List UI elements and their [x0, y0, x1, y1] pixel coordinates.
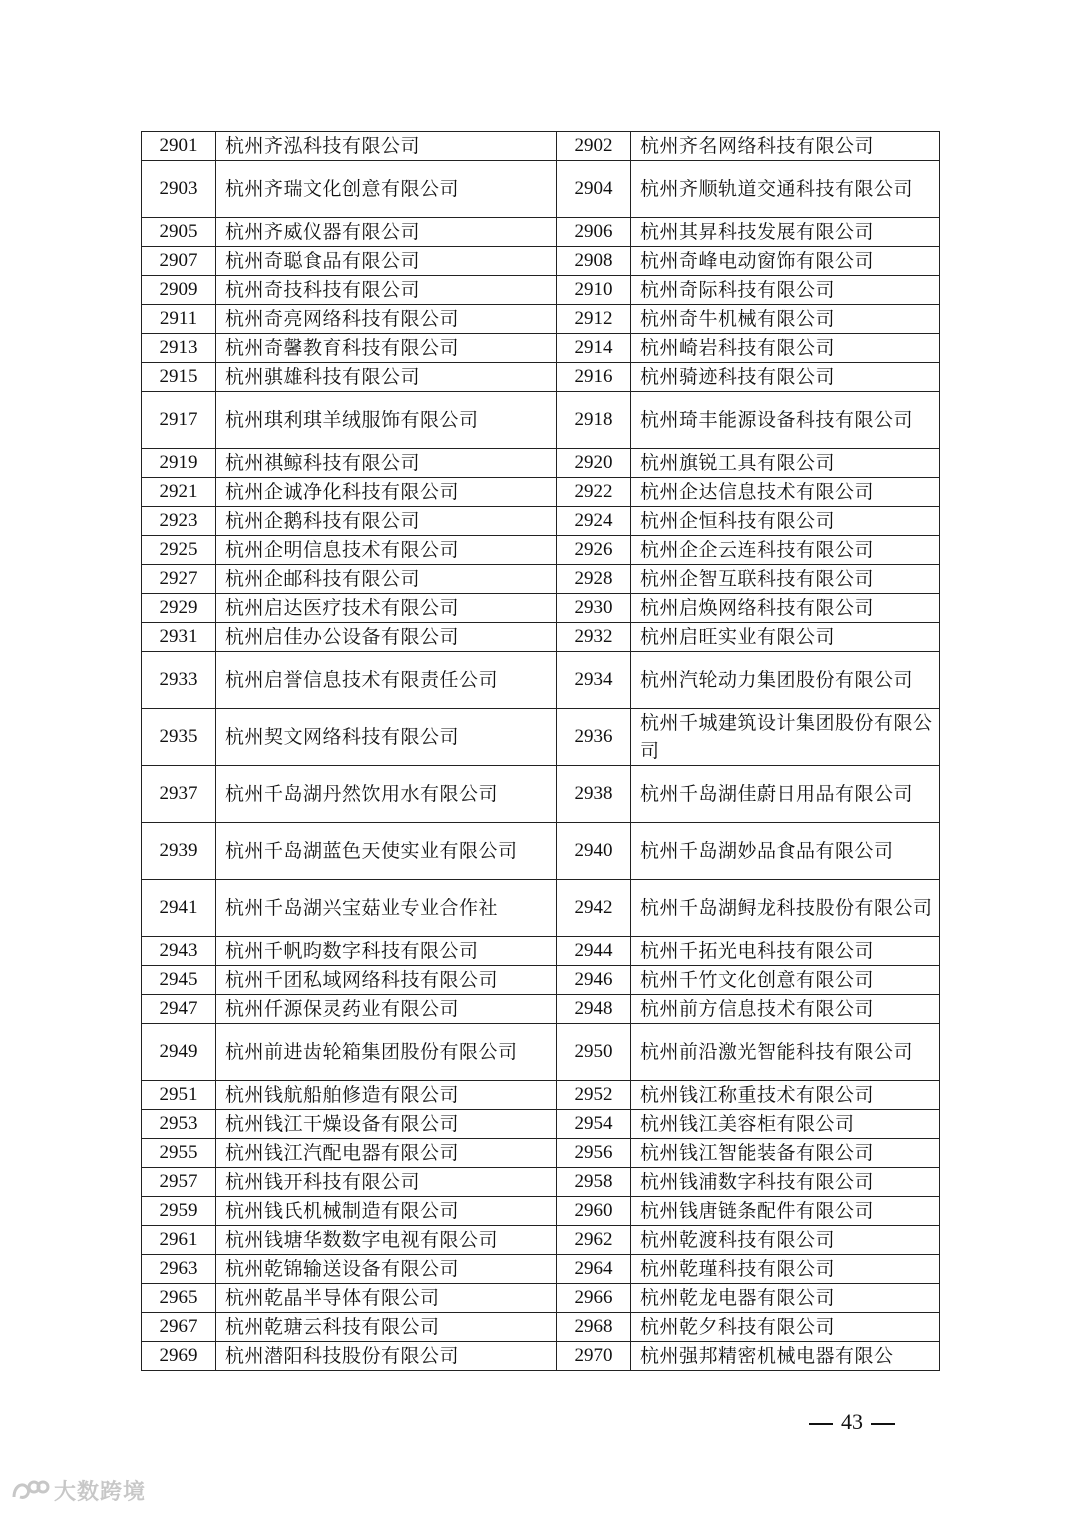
entry-number: 2915 — [142, 363, 216, 392]
entry-number: 2952 — [557, 1081, 631, 1110]
entry-number: 2919 — [142, 449, 216, 478]
company-name: 杭州乾锦输送设备有限公司 — [216, 1255, 557, 1284]
company-name: 杭州齐名网络科技有限公司 — [631, 132, 940, 161]
entry-number: 2929 — [142, 594, 216, 623]
entry-number: 2941 — [142, 880, 216, 937]
entry-number: 2912 — [557, 305, 631, 334]
entry-number: 2959 — [142, 1197, 216, 1226]
entry-number: 2950 — [557, 1024, 631, 1081]
entry-number: 2955 — [142, 1139, 216, 1168]
table-row — [142, 536, 940, 565]
company-name: 杭州千岛湖丹然饮用水有限公司 — [216, 766, 557, 823]
entry-number: 2939 — [142, 823, 216, 880]
entry-number: 2918 — [557, 392, 631, 449]
table-row — [142, 392, 940, 449]
entry-number: 2970 — [557, 1342, 631, 1371]
table-row — [142, 966, 940, 995]
company-name: 杭州千城建筑设计集团股份有限公司 — [631, 709, 940, 766]
company-name: 杭州潜阳科技股份有限公司 — [216, 1342, 557, 1371]
table-row — [142, 652, 940, 709]
table-row — [142, 1284, 940, 1313]
company-name: 杭州乾瑭云科技有限公司 — [216, 1313, 557, 1342]
company-name: 杭州齐威仪器有限公司 — [216, 218, 557, 247]
entry-number: 2904 — [557, 161, 631, 218]
entry-number: 2921 — [142, 478, 216, 507]
company-name: 杭州启佳办公设备有限公司 — [216, 623, 557, 652]
table-row — [142, 623, 940, 652]
company-name: 杭州企鹅科技有限公司 — [216, 507, 557, 536]
table-row — [142, 218, 940, 247]
entry-number: 2966 — [557, 1284, 631, 1313]
table-row — [142, 565, 940, 594]
table-row — [142, 276, 940, 305]
company-name: 杭州钱江汽配电器有限公司 — [216, 1139, 557, 1168]
entry-number: 2956 — [557, 1139, 631, 1168]
company-name: 杭州千团私域网络科技有限公司 — [216, 966, 557, 995]
table-row — [142, 161, 940, 218]
entry-number: 2909 — [142, 276, 216, 305]
entry-number: 2945 — [142, 966, 216, 995]
company-name: 杭州骑迹科技有限公司 — [631, 363, 940, 392]
entry-number: 2905 — [142, 218, 216, 247]
company-name: 杭州祺鲸科技有限公司 — [216, 449, 557, 478]
entry-number: 2933 — [142, 652, 216, 709]
company-name: 杭州崎岩科技有限公司 — [631, 334, 940, 363]
company-list-table — [141, 131, 940, 1371]
table-row — [142, 132, 940, 161]
page-number-footer — [797, 1405, 907, 1439]
company-name: 杭州契文网络科技有限公司 — [216, 709, 557, 766]
page-number: 43 — [841, 1409, 863, 1434]
entry-number: 2902 — [557, 132, 631, 161]
company-name: 杭州钱江干燥设备有限公司 — [216, 1110, 557, 1139]
table-row — [142, 507, 940, 536]
company-name: 杭州企企云连科技有限公司 — [631, 536, 940, 565]
company-name: 杭州启达医疗技术有限公司 — [216, 594, 557, 623]
company-name: 杭州汽轮动力集团股份有限公司 — [631, 652, 940, 709]
table-row — [142, 1255, 940, 1284]
entry-number: 2923 — [142, 507, 216, 536]
table-row — [142, 1081, 940, 1110]
company-name: 杭州千拓光电科技有限公司 — [631, 937, 940, 966]
company-name: 杭州奇聪食品有限公司 — [216, 247, 557, 276]
entry-number: 2944 — [557, 937, 631, 966]
entry-number: 2965 — [142, 1284, 216, 1313]
table-row — [142, 449, 940, 478]
company-name: 杭州乾渡科技有限公司 — [631, 1226, 940, 1255]
company-name: 杭州千岛湖妙品食品有限公司 — [631, 823, 940, 880]
company-name: 杭州乾龙电器有限公司 — [631, 1284, 940, 1313]
company-name: 杭州企诚净化科技有限公司 — [216, 478, 557, 507]
entry-number: 2930 — [557, 594, 631, 623]
watermark — [10, 1470, 146, 1510]
company-name: 杭州启旺实业有限公司 — [631, 623, 940, 652]
entry-number: 2960 — [557, 1197, 631, 1226]
entry-number: 2936 — [557, 709, 631, 766]
table-row — [142, 766, 940, 823]
entry-number: 2946 — [557, 966, 631, 995]
watermark-logo-icon — [10, 1475, 50, 1505]
company-name: 杭州企明信息技术有限公司 — [216, 536, 557, 565]
entry-number: 2922 — [557, 478, 631, 507]
entry-number: 2958 — [557, 1168, 631, 1197]
table-row — [142, 1168, 940, 1197]
company-name: 杭州乾晶半导体有限公司 — [216, 1284, 557, 1313]
company-name: 杭州奇技科技有限公司 — [216, 276, 557, 305]
entry-number: 2963 — [142, 1255, 216, 1284]
entry-number: 2942 — [557, 880, 631, 937]
table-row — [142, 478, 940, 507]
company-name: 杭州骐雄科技有限公司 — [216, 363, 557, 392]
company-name: 杭州钱塘华数数字电视有限公司 — [216, 1226, 557, 1255]
company-name: 杭州千岛湖鲟龙科技股份有限公司 — [631, 880, 940, 937]
table-row — [142, 995, 940, 1024]
company-name: 杭州钱航船舶修造有限公司 — [216, 1081, 557, 1110]
company-name: 杭州琦丰能源设备科技有限公司 — [631, 392, 940, 449]
table-row — [142, 247, 940, 276]
company-list-body — [142, 132, 940, 1371]
company-name: 杭州启誉信息技术有限责任公司 — [216, 652, 557, 709]
entry-number: 2957 — [142, 1168, 216, 1197]
company-name: 杭州企达信息技术有限公司 — [631, 478, 940, 507]
company-name: 杭州钱浦数字科技有限公司 — [631, 1168, 940, 1197]
company-name: 杭州千竹文化创意有限公司 — [631, 966, 940, 995]
entry-number: 2961 — [142, 1226, 216, 1255]
entry-number: 2954 — [557, 1110, 631, 1139]
table-row — [142, 594, 940, 623]
company-name: 杭州强邦精密机械电器有限公 — [631, 1342, 940, 1371]
company-name: 杭州前沿激光智能科技有限公司 — [631, 1024, 940, 1081]
entry-number: 2935 — [142, 709, 216, 766]
watermark-text: 大数跨境 — [54, 1479, 147, 1505]
company-name: 杭州千帆昀数字科技有限公司 — [216, 937, 557, 966]
company-name: 杭州琪利琪羊绒服饰有限公司 — [216, 392, 557, 449]
entry-number: 2906 — [557, 218, 631, 247]
entry-number: 2951 — [142, 1081, 216, 1110]
company-name: 杭州钱开科技有限公司 — [216, 1168, 557, 1197]
company-name: 杭州企恒科技有限公司 — [631, 507, 940, 536]
company-name: 杭州仟源保灵药业有限公司 — [216, 995, 557, 1024]
table-row — [142, 937, 940, 966]
entry-number: 2967 — [142, 1313, 216, 1342]
entry-number: 2916 — [557, 363, 631, 392]
company-name: 杭州乾瑾科技有限公司 — [631, 1255, 940, 1284]
entry-number: 2969 — [142, 1342, 216, 1371]
company-name: 杭州奇亮网络科技有限公司 — [216, 305, 557, 334]
entry-number: 2953 — [142, 1110, 216, 1139]
table-row — [142, 1226, 940, 1255]
entry-number: 2934 — [557, 652, 631, 709]
entry-number: 2962 — [557, 1226, 631, 1255]
table-row — [142, 305, 940, 334]
company-name: 杭州千岛湖佳蔚日用品有限公司 — [631, 766, 940, 823]
company-name: 杭州其昇科技发展有限公司 — [631, 218, 940, 247]
company-name: 杭州钱江称重技术有限公司 — [631, 1081, 940, 1110]
company-name: 杭州奇峰电动窗饰有限公司 — [631, 247, 940, 276]
entry-number: 2928 — [557, 565, 631, 594]
company-name: 杭州齐顺轨道交通科技有限公司 — [631, 161, 940, 218]
entry-number: 2947 — [142, 995, 216, 1024]
table-row — [142, 1139, 940, 1168]
entry-number: 2940 — [557, 823, 631, 880]
entry-number: 2917 — [142, 392, 216, 449]
table-row — [142, 1110, 940, 1139]
table-row — [142, 1024, 940, 1081]
entry-number: 2910 — [557, 276, 631, 305]
table-row — [142, 363, 940, 392]
entry-number: 2964 — [557, 1255, 631, 1284]
company-name: 杭州前进齿轮箱集团股份有限公司 — [216, 1024, 557, 1081]
company-name: 杭州奇牛机械有限公司 — [631, 305, 940, 334]
page-number-dash-right — [871, 1423, 895, 1425]
company-name: 杭州齐瑞文化创意有限公司 — [216, 161, 557, 218]
entry-number: 2938 — [557, 766, 631, 823]
entry-number: 2903 — [142, 161, 216, 218]
entry-number: 2968 — [557, 1313, 631, 1342]
entry-number: 2927 — [142, 565, 216, 594]
table-row — [142, 1342, 940, 1371]
entry-number: 2911 — [142, 305, 216, 334]
entry-number: 2907 — [142, 247, 216, 276]
entry-number: 2948 — [557, 995, 631, 1024]
company-name: 杭州齐泓科技有限公司 — [216, 132, 557, 161]
table-row — [142, 334, 940, 363]
table-row — [142, 1313, 940, 1342]
company-name: 杭州企邮科技有限公司 — [216, 565, 557, 594]
company-name: 杭州钱唐链条配件有限公司 — [631, 1197, 940, 1226]
entry-number: 2943 — [142, 937, 216, 966]
company-name: 杭州千岛湖蓝色天使实业有限公司 — [216, 823, 557, 880]
entry-number: 2924 — [557, 507, 631, 536]
entry-number: 2937 — [142, 766, 216, 823]
company-name: 杭州奇际科技有限公司 — [631, 276, 940, 305]
entry-number: 2920 — [557, 449, 631, 478]
entry-number: 2926 — [557, 536, 631, 565]
page-number-dash-left — [809, 1423, 833, 1425]
company-name: 杭州乾夕科技有限公司 — [631, 1313, 940, 1342]
company-name: 杭州前方信息技术有限公司 — [631, 995, 940, 1024]
entry-number: 2931 — [142, 623, 216, 652]
entry-number: 2901 — [142, 132, 216, 161]
company-name: 杭州企智互联科技有限公司 — [631, 565, 940, 594]
entry-number: 2913 — [142, 334, 216, 363]
company-name: 杭州钱江美容柜有限公司 — [631, 1110, 940, 1139]
company-name: 杭州钱氏机械制造有限公司 — [216, 1197, 557, 1226]
company-name: 杭州奇馨教育科技有限公司 — [216, 334, 557, 363]
table-row — [142, 1197, 940, 1226]
company-name: 杭州启焕网络科技有限公司 — [631, 594, 940, 623]
company-name: 杭州旗锐工具有限公司 — [631, 449, 940, 478]
company-name: 杭州千岛湖兴宝菇业专业合作社 — [216, 880, 557, 937]
entry-number: 2908 — [557, 247, 631, 276]
entry-number: 2949 — [142, 1024, 216, 1081]
company-name: 杭州钱江智能装备有限公司 — [631, 1139, 940, 1168]
entry-number: 2925 — [142, 536, 216, 565]
entry-number: 2914 — [557, 334, 631, 363]
table-row — [142, 880, 940, 937]
table-row — [142, 709, 940, 766]
entry-number: 2932 — [557, 623, 631, 652]
table-row — [142, 823, 940, 880]
